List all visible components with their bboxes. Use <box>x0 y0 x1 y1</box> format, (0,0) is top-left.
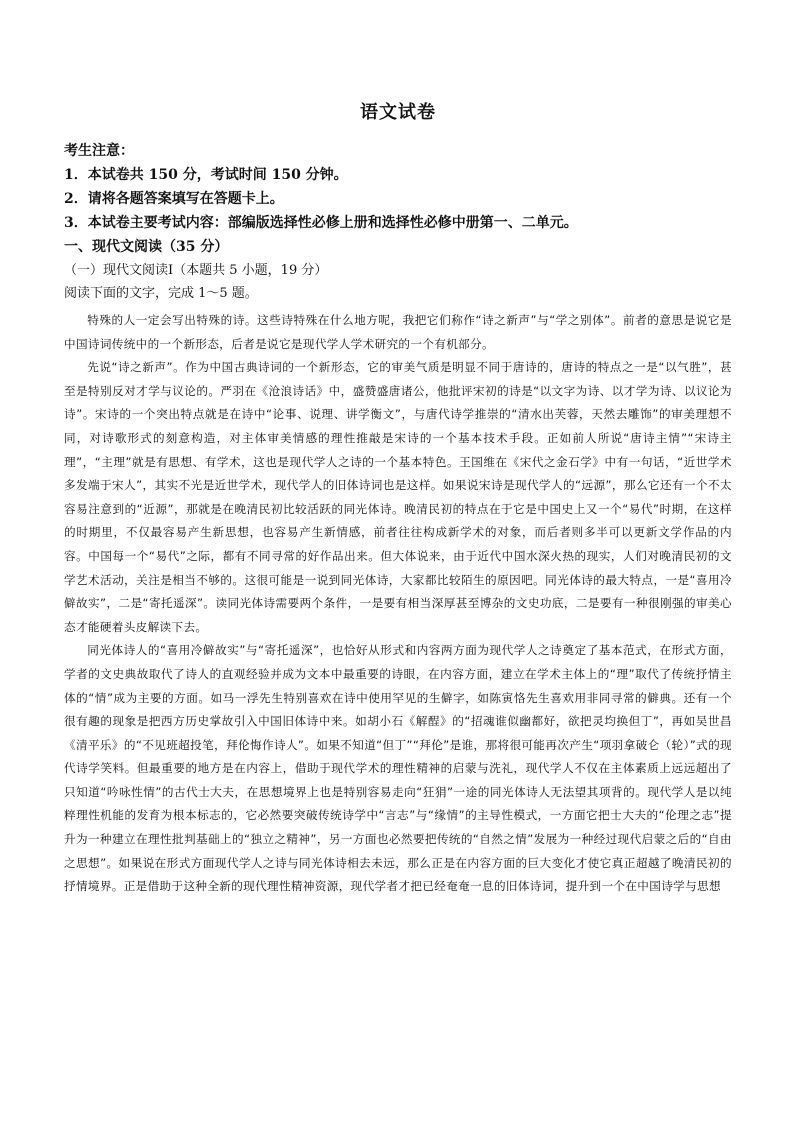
passage-paragraph: 先说“诗之新声”。作为中国古典诗词的一个新形态，它的审美气质是明显不同于唐诗的，唐诗的特点之一是“以气胜”，甚至是特别反对才学与议论的。严羽在《沧浪诗话》中，盛赞盛唐诸公，他批评宋初的诗是“以文字为诗、以才学为诗、以议论为诗”。宋诗的一个突出特点就是在诗中“论事、说理、讲学衡文”，与唐代诗学推崇的“清水出芙蓉，天然去雕饰”的审美理想不同，对诗歌形式的刻意构造，对主体审美情感的理性推敲是宋诗的一个基本技术手段。正如前人所说“唐诗主情”“宋诗主理”，“主理”就是有思想、有学术，这也是现代学人之诗的一个基本特色。王国维在《宋代之金石学》中有一句话，“近世学术多发端于宋人”，其实不光是近世学术，现代学人的旧体诗词也是这样。如果说宋诗是现代学人的“远源”，那么它还有一个不太容易注意到的“近源”，那就是在晚清民初比较活跃的同光体诗。晚清民初的特点在于它是中国史上又一个“易代”时期，在这样的时期里，不仅最容易产生新思想，也容易产生新情感，前者往往构成新学术的对象，而后者则多半可以更新文学作品的内容。中国每一个“易代”之际，都有不同寻常的好作品出来。但大体说来，由于近代中国水深火热的现实，人们对晚清民初的文学艺术活动，关注是相当不够的。这很可能是一说到同光体诗，大家都比较陌生的原因吧。同光体诗的最大特点，一是“喜用冷僻故实”，二是“寄托遥深”。读同光体诗需要两个条件，一是要有相当深厚甚至博杂的文史功底，二是要有一种很刚强的审美心态才能硬着头皮解读下去。 <box>64 360 732 634</box>
exam-title: 语文试卷 <box>360 102 436 123</box>
passage-paragraph: 特殊的人一定会写出特殊的诗。这些诗特殊在什么地方呢，我把它们称作“诗之新声”与“学之别体”。前者的意思是说它是中国诗词传统中的一个新形态，后者是说它是现代学人学术研究的一个有机部分。 <box>64 313 732 351</box>
notice-item: 3．本试卷主要考试内容：部编版选择性必修上册和选择性必修中册第一、二单元。 <box>64 215 578 231</box>
notice-heading: 考生注意： <box>64 143 134 159</box>
exam-page <box>64 98 732 899</box>
notice-item: 2．请将各题答案填写在答题卡上。 <box>64 191 284 207</box>
passage-paragraph: 同光体诗人的“喜用冷僻故实”与“寄托遥深”，也恰好从形式和内容两方面为现代学人之诗奠定了基本范式，在形式方面，学者的文史典故取代了诗人的直观经验并成为文本中最重要的诗眼，在内容方面，建立在学术主体上的“理”取代了传统抒情主体的“情”成为主要的方面。如马一浮先生特别喜欢在诗中使用罕见的生僻字，如陈寅恪先生喜欢用非同寻常的僻典。还有一个很有趣的现象是把西方历史掌故引入中国旧体诗中来。如胡小石《解酲》的“招魂谁似幽都好，欲把灵均换但丁”，再如吴世昌《清平乐》的“不见班超投笔，拜伦悔作诗人”。如果不知道“但丁”“拜伦”是谁，那将很可能再次产生“项羽拿破仑（轮）”式的现代诗学笑料。但最重要的地方是在内容上，借助于现代学术的理性精神的启蒙与洗礼，现代学人不仅在主体素质上远远超出了只知道“吟咏性情”的古代士大夫，在思想境界上也是特别容易走向“狂狷”一途的同光体诗人无法望其项背的。现代学人是以纯粹理性机能的发育为根本标志的，它必然要突破传统诗学中“言志”与“缘情”的主导性模式，一方面它把士大夫的“伦理之志”提升为一种建立在理性批判基础上的“独立之精神”，另一方面也必然要把传统的“自然之情”发展为一种经过现代启蒙之后的“自由之思想”。如果说在形式方面现代学人之诗与同光体诗相去未远，那么正是在内容方面的巨大变化才使它真正超越了晚清民初的抒情境界。正是借助于这种全新的现代理性精神资源，现代学者才把已经奄奄一息的旧体诗词，提升到一个在中国诗学与思想 <box>64 643 732 894</box>
subsection-heading: （一）现代文阅读Ⅰ（本题共 5 小题，19 分） <box>64 263 328 278</box>
notice-item: 1．本试卷共 150 分，考试时间 150 分钟。 <box>64 167 348 183</box>
section-heading: 一、现代文阅读（35 分） <box>64 239 229 255</box>
reading-instruction: 阅读下面的文字，完成 1～5 题。 <box>64 286 258 301</box>
